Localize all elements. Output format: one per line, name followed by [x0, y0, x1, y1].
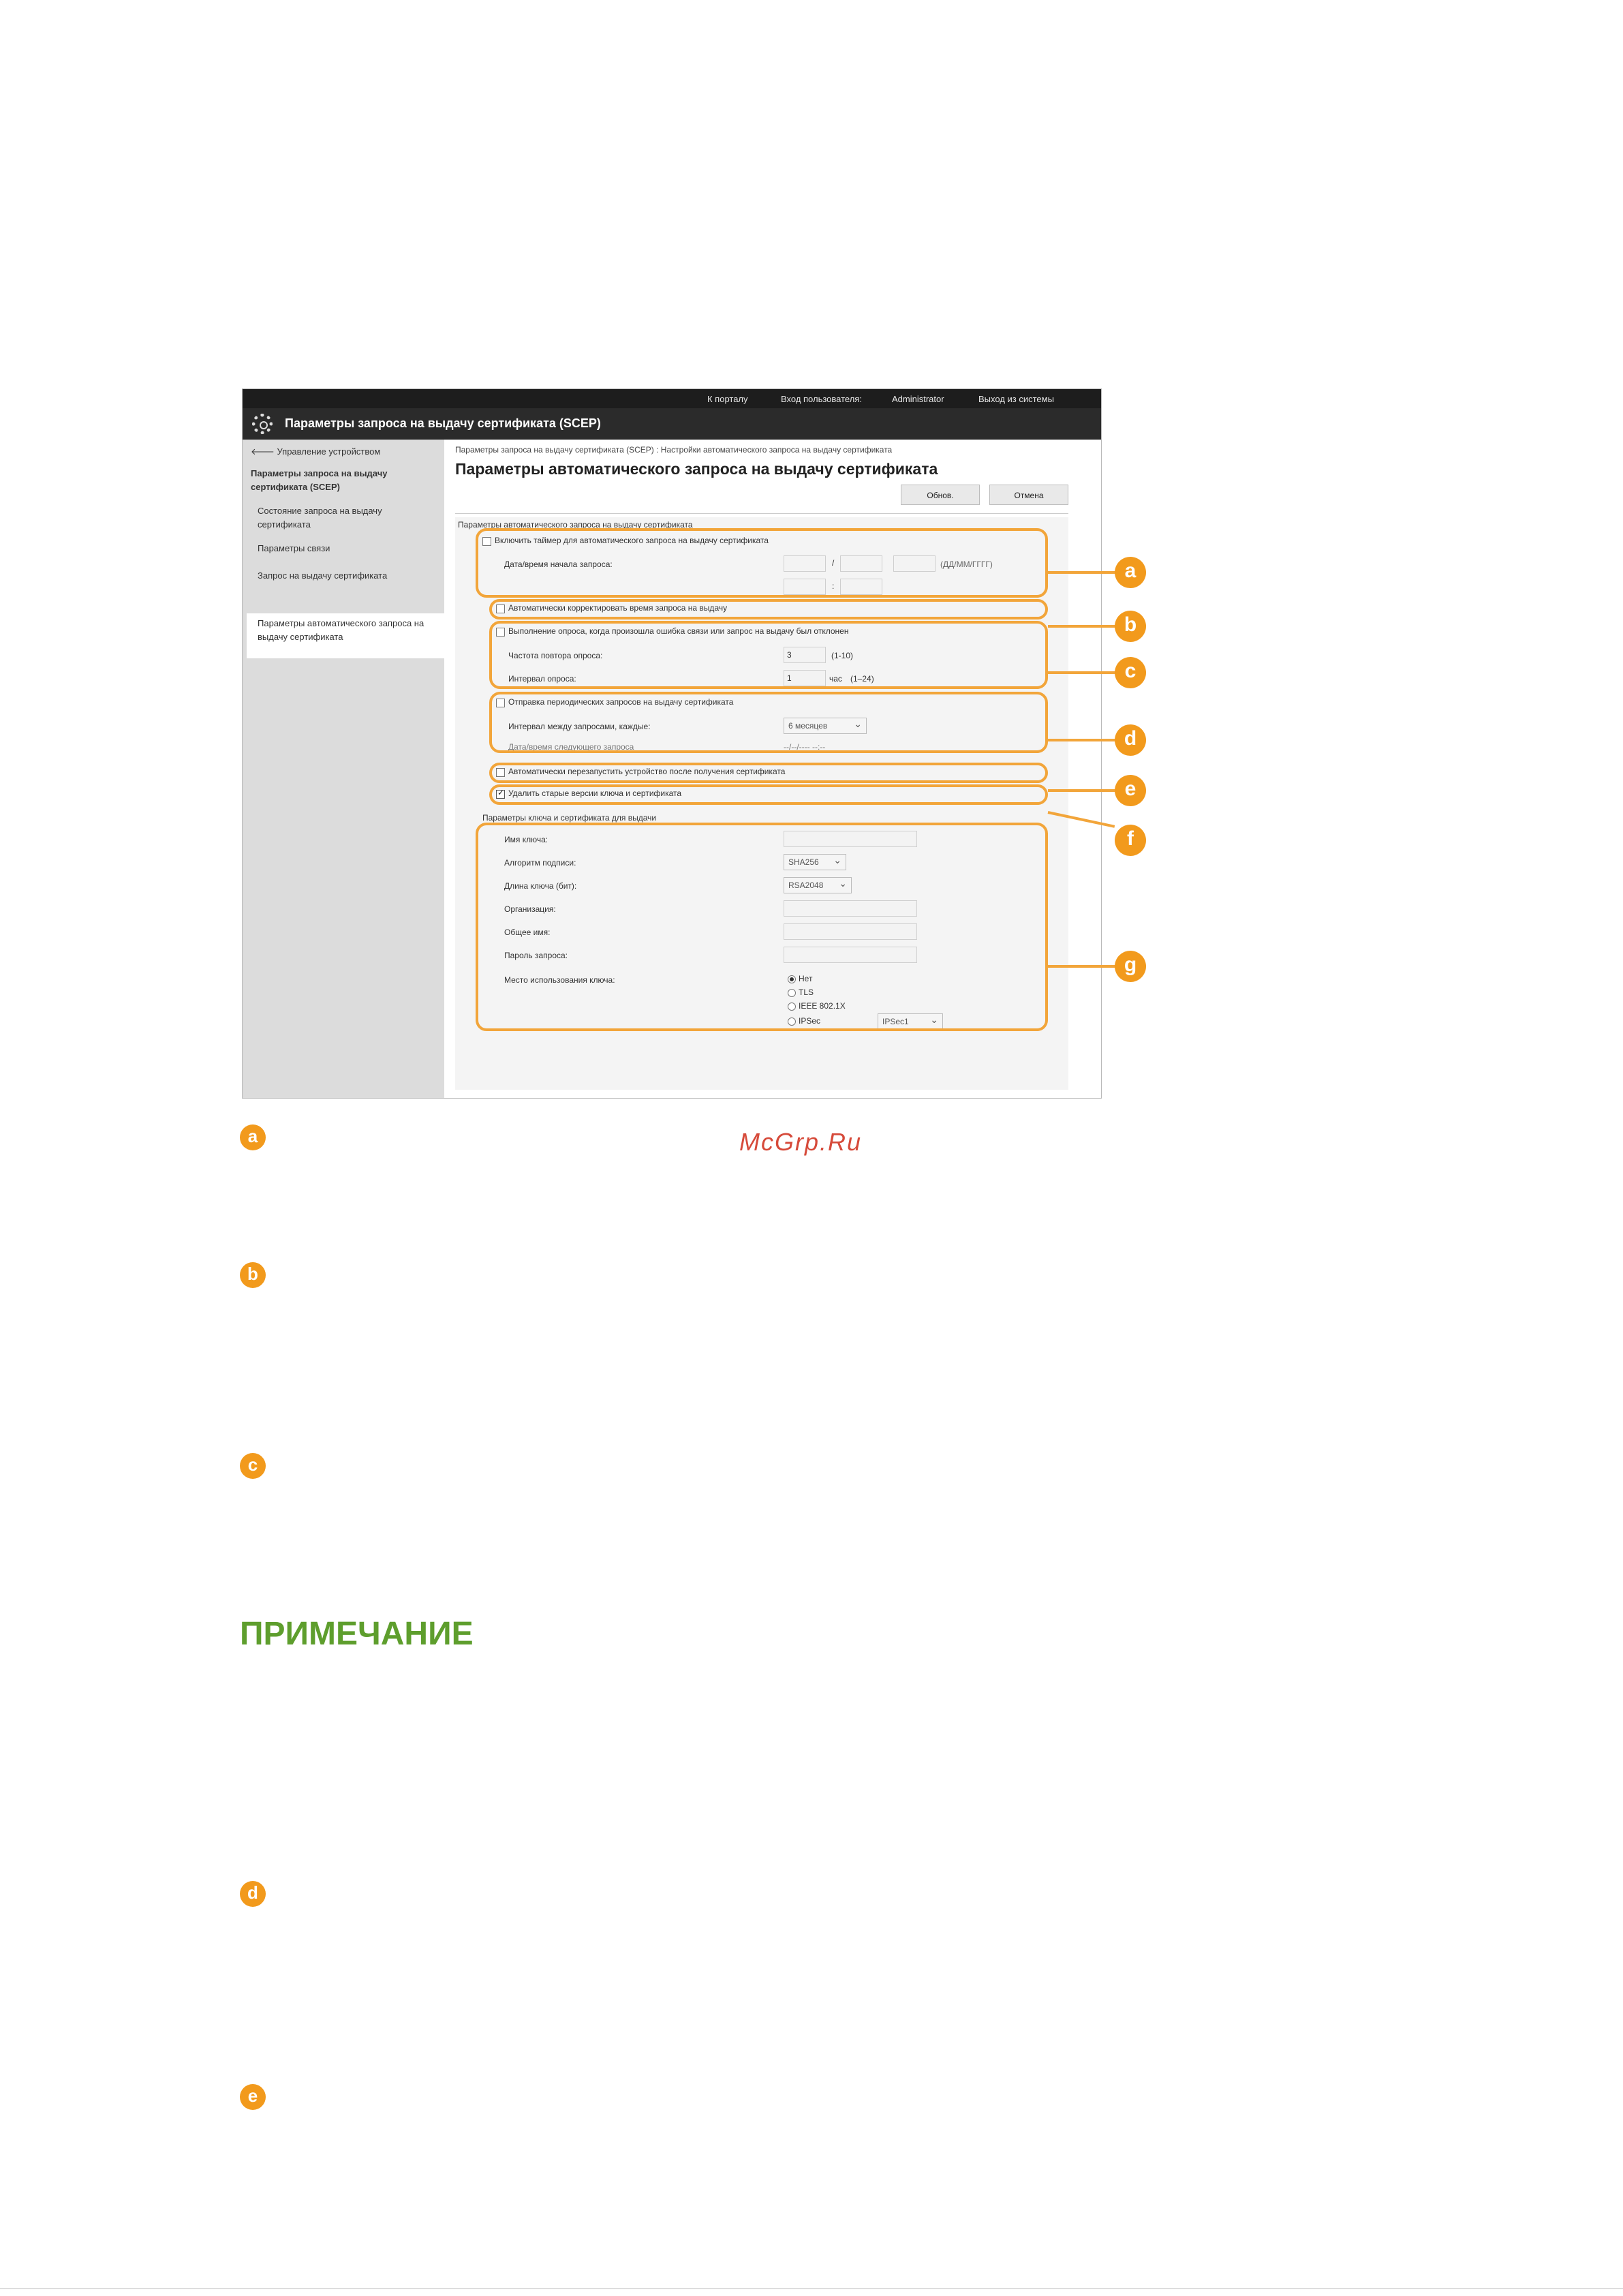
note-title: ПРИМЕЧАНИЕ [240, 1616, 474, 1652]
timer-label: Включить таймер для автоматического запроса на выдачу сертификата [495, 536, 769, 545]
delete-old-label: Удалить старые версии ключа и сертификата [508, 789, 682, 798]
key-length-label: Длина ключа (бит): [504, 881, 577, 891]
date-format-hint: (ДД/ММ/ГГГГ) [940, 560, 993, 569]
retry-interval-range: (1–24) [850, 674, 874, 684]
callout-g: g [1115, 951, 1146, 982]
window-title: Параметры запроса на выдачу сертификата (SCEP) [285, 416, 601, 430]
callout-e: e [1115, 775, 1146, 806]
connector-a [1048, 571, 1116, 574]
retry-frequency-range: (1-10) [831, 651, 854, 660]
key-length-select[interactable]: RSA2048 ⌄ [784, 877, 852, 893]
screenshot-frame [242, 388, 1102, 1099]
start-datetime-label: Дата/время начала запроса: [504, 560, 613, 569]
key-usage-label: Место использования ключа: [504, 975, 615, 985]
page-title: Параметры автоматического запроса на выдачу сертификата [455, 460, 938, 478]
connector-c [1048, 671, 1116, 674]
bullet-d: d [240, 1881, 266, 1907]
user-name: Administrator [892, 394, 944, 404]
organization-label: Организация: [504, 904, 556, 914]
watermark: McGrp.Ru [739, 1128, 863, 1156]
sidebar-item-auto-request[interactable]: Параметры автоматического запроса на выдачу сертификата [258, 618, 424, 642]
retry-interval-unit: час [829, 674, 842, 684]
sidebar-item-request[interactable]: Запрос на выдачу сертификата [258, 570, 388, 581]
cancel-button[interactable]: Отмена [989, 485, 1068, 505]
main-content [455, 440, 1096, 1094]
retry-frequency-label: Частота повтора опроса: [508, 651, 603, 660]
title-bar [243, 408, 1101, 440]
bullet-c: c [240, 1453, 266, 1479]
checkmark-icon: ✓ [497, 788, 505, 797]
retry-label: Выполнение опроса, когда произошла ошибка связи или запрос на выдачу был отклонен [508, 626, 849, 636]
sidebar-item-comm[interactable]: Параметры связи [258, 543, 330, 553]
sidebar-back-link[interactable]: 🡐 Управление устройством [251, 446, 381, 457]
callout-a: a [1115, 557, 1146, 588]
logout-link[interactable]: Выход из системы [978, 394, 1054, 404]
highlight-g [476, 823, 1048, 1031]
retry-interval-label: Интервал опроса: [508, 674, 576, 684]
section-title: Параметры автоматического запроса на выдачу сертификата [458, 520, 693, 530]
callout-d: d [1115, 724, 1146, 756]
time-separator: : [832, 581, 835, 591]
periodic-label: Отправка периодических запросов на выдачу сертификата [508, 697, 734, 707]
highlight-e [489, 763, 1048, 783]
highlight-a [476, 528, 1048, 598]
callout-b: b [1115, 611, 1146, 642]
auto-adjust-label: Автоматически корректировать время запроса на выдачу [508, 603, 728, 613]
next-request-label: Дата/время следующего запроса [508, 742, 634, 752]
portal-link[interactable]: К порталу [707, 394, 748, 404]
date-separator: / [832, 558, 835, 568]
connector-d [1048, 739, 1116, 741]
sidebar-header: Параметры запроса на выдачу сертификата (SCEP) [251, 468, 388, 492]
sidebar [243, 440, 444, 1098]
highlight-d [489, 692, 1048, 753]
ipsec-select[interactable]: IPSec1 ⌄ [878, 1013, 943, 1030]
common-name-label: Общее имя: [504, 928, 551, 937]
usage-8021x-label: IEEE 802.1X [799, 1001, 846, 1011]
breadcrumb: Параметры запроса на выдачу сертификата (SCEP) : Настройки автоматического запроса на выдачу сертификата [455, 445, 893, 455]
highlight-f [489, 784, 1048, 805]
update-button[interactable]: Обнов. [901, 485, 980, 505]
highlight-c [489, 621, 1048, 689]
back-arrow-icon: 🡐 [251, 446, 277, 457]
bullet-e: e [240, 2084, 266, 2110]
bullet-b: b [240, 1262, 266, 1288]
periodic-interval-select[interactable]: 6 месяцев ⌄ [784, 718, 867, 734]
key-name-label: Имя ключа: [504, 835, 548, 844]
login-user-label: Вход пользователя: [781, 394, 862, 404]
next-request-value: --/--/---- --:-- [784, 742, 826, 752]
usage-tls-label: TLS [799, 988, 814, 997]
highlight-b [489, 599, 1048, 619]
usage-ipsec-label: IPSec [799, 1016, 821, 1026]
restart-label: Автоматически перезапустить устройство после получения сертификата [508, 767, 786, 776]
connector-b [1048, 625, 1116, 628]
sign-alg-select[interactable]: SHA256 ⌄ [784, 854, 846, 870]
connector-e [1048, 789, 1116, 792]
retry-interval-input[interactable]: 1 [784, 670, 826, 686]
top-bar [243, 389, 1101, 408]
periodic-interval-label: Интервал между запросами, каждые: [508, 722, 651, 731]
callout-f: f [1115, 825, 1146, 856]
gear-icon [252, 414, 273, 434]
bullet-a: a [240, 1124, 266, 1150]
key-section-title: Параметры ключа и сертификата для выдачи [482, 813, 657, 823]
divider [455, 513, 1068, 514]
callout-c: c [1115, 657, 1146, 688]
retry-frequency-input[interactable]: 3 [784, 647, 826, 663]
request-password-label: Пароль запроса: [504, 951, 568, 960]
usage-none-label: Нет [799, 974, 813, 983]
sidebar-item-status[interactable]: Состояние запроса на выдачу сертификата [258, 506, 382, 530]
connector-g [1048, 965, 1116, 968]
sign-alg-label: Алгоритм подписи: [504, 858, 576, 868]
